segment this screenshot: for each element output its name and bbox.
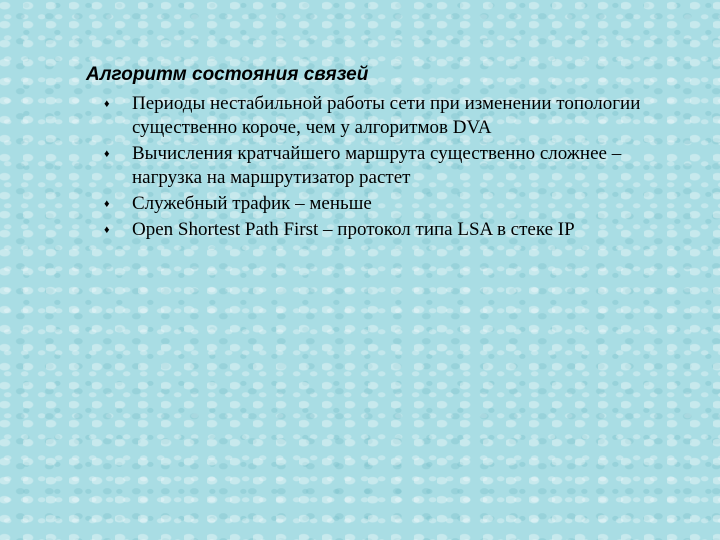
diamond-bullet-icon: ♦ (104, 98, 110, 110)
bullet-text: Open Shortest Path First – протокол типа LSA в стеке IP (132, 219, 575, 240)
bullet-item (104, 218, 684, 242)
diamond-bullet-icon: ♦ (104, 224, 110, 236)
bullet-item (104, 192, 684, 216)
diamond-bullet-icon: ♦ (104, 148, 110, 160)
slide-title: Алгоритм состояния связей (86, 64, 369, 85)
bullet-item (104, 142, 684, 190)
bullet-text: Периоды нестабильной работы сети при изменении топологии существенно короче, чем у алгоритмов DVA (132, 93, 641, 138)
bullet-text: Служебный трафик – меньше (132, 193, 372, 214)
bullet-text: Вычисления кратчайшего маршрута существенно сложнее – нагрузка на маршрутизатор растет (132, 143, 622, 188)
bullet-list (104, 92, 684, 244)
bullet-item (104, 92, 684, 140)
diamond-bullet-icon: ♦ (104, 198, 110, 210)
